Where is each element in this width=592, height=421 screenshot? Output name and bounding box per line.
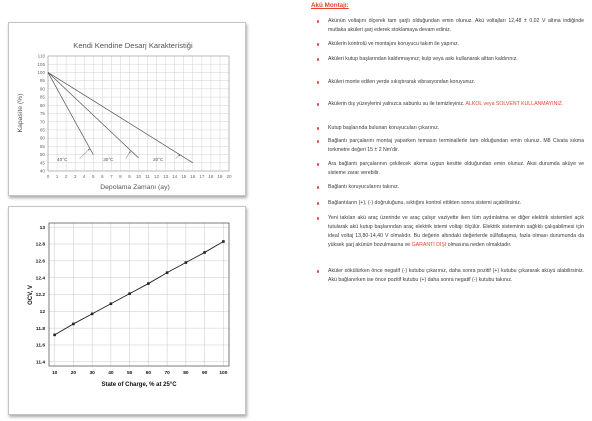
- item-text: Bağlantı parçalarını montaj yaparken temasın terminallerle tam olduğundan emin olunuz. M8 Civata sıkma torkmetre değeri 15 ± 2 Nm'dir.: [328, 138, 584, 153]
- x-tick-label: 50: [126, 371, 133, 376]
- x-tick-label: 7: [110, 174, 113, 179]
- y-tick-label: 100: [37, 70, 45, 76]
- data-point: [185, 261, 188, 264]
- list-item: [311, 137, 584, 155]
- list-item: [311, 214, 584, 250]
- y-tick-label: 50: [39, 152, 45, 158]
- x-tick-label: 11: [145, 174, 150, 179]
- x-tick-label: 80: [183, 371, 189, 376]
- x-tick-label: 100: [219, 371, 228, 376]
- annotation-arrow: [80, 149, 90, 159]
- y-tick-label: 90: [39, 86, 45, 92]
- y-tick-label: 110: [37, 53, 45, 59]
- grid-lines: [49, 223, 229, 366]
- series-label: 20°C: [152, 157, 164, 163]
- item-text: Yeni takılan akü araç üzerinde ve araç çalışır vaziyette iken tüm aydınlatma ve diğer elektrik sistemleri açık tutularak akü kutup başlarından araç elektrik istemi voltajı ölçülür. Elektrik sisteminin sağlıklı çalışabilmesi için ideal voltaj 13,80-14,40 V olmalıdır. Bu değerin altındaki değerlerde sülfatlaşma, fazla olması durumunda da yüksek şarj akünün bozulmasına ve: [328, 215, 584, 248]
- bullet-icon: [317, 163, 319, 165]
- data-point: [203, 251, 206, 254]
- bullet-icon: [317, 127, 319, 129]
- self-discharge-chart: [9, 23, 245, 195]
- x-tick-label: 10: [51, 371, 58, 376]
- list-item: [311, 267, 584, 285]
- ocv-chart-card: [8, 206, 246, 415]
- x-tick-label: 14: [172, 174, 178, 179]
- self-discharge-chart-card: [8, 22, 246, 196]
- warning-text: GARANTİ DIŞI: [411, 242, 447, 248]
- x-tick-label: 18: [208, 174, 214, 179]
- y-tick-label: 65: [39, 127, 45, 133]
- y-tick-label: 55: [39, 143, 45, 149]
- y-axis-label: OCV, V: [28, 285, 34, 305]
- x-tick-label: 13: [163, 174, 169, 179]
- x-tick-label: 12: [154, 174, 160, 179]
- warning-text: ALKOL veya SOLVENT KULLANMAYINIZ.: [465, 101, 564, 107]
- x-tick-label: 19: [217, 174, 223, 179]
- series-line: [55, 242, 224, 335]
- bullet-icon: [317, 217, 319, 219]
- x-tick-label: 5: [91, 174, 95, 179]
- x-tick-label: 90: [201, 371, 208, 376]
- item-text: Akülerin kontrolü ve montajını koruyucu takım ile yapınız.: [328, 41, 460, 47]
- item-text: Aküleri monte edilen yerde sıkıştırarak vibrasyondan koruyunuz.: [328, 79, 476, 85]
- data-point: [110, 302, 113, 305]
- x-axis-label: State of Charge, % at 25°C: [101, 382, 177, 388]
- x-tick-label: 15: [181, 174, 187, 179]
- assembly-section: [311, 0, 584, 300]
- data-point: [53, 334, 56, 337]
- x-tick-label: 4: [82, 174, 86, 179]
- item-text: Akünün voltajını ölçerek tam şarjlı olduğundan emin olunuz. Akü voltajları 12,48 ± 0,02 V altına indiğinde mutlaka aküleri şarj ederek stoklamaya devam ediniz.: [328, 18, 584, 33]
- ocv-chart: [9, 207, 245, 414]
- item-text: Bağlantı koruyucularını takınız.: [328, 184, 400, 190]
- data-point: [128, 292, 131, 295]
- item-text: Kutup başlarında bulunan koruyucuları çıkarınız.: [328, 125, 440, 131]
- item-text: Aküleri kutup başlarından kaldırmayınız; kulp veya askı kullanarak alttan kaldırınız.: [328, 56, 518, 62]
- x-tick-label: 0: [46, 174, 50, 179]
- list-item: [311, 78, 584, 87]
- x-tick-label: 30: [89, 371, 95, 376]
- item-text: Akülerin dış yüzeylerini yalnızca sabunlu su ile temizleyiniz.: [328, 101, 465, 107]
- series-label: 30°C: [103, 157, 114, 163]
- chart-title: Kendi Kendine Desarj Karakteristiği: [73, 41, 193, 50]
- x-tick-label: 20: [70, 371, 77, 376]
- grid-lines: [48, 56, 229, 171]
- y-tick-label: 11.4: [35, 360, 45, 366]
- y-tick-label: 11.8: [35, 326, 45, 332]
- x-tick-label: 9: [128, 174, 131, 179]
- bullet-icon: [317, 202, 319, 204]
- y-tick-label: 12.8: [35, 242, 45, 248]
- y-tick-label: 40: [39, 168, 45, 174]
- x-tick-label: 2: [64, 174, 68, 179]
- item-text: Aküler sökülürken önce negatif (-) kutubu çıkarınız, daha sonra pozitif (+) kutubu çıkararak aküyü alabilirsiniz. Akü bağlanırken ise önce pozitif kutubu (+) daha sonra negatif (-) kutubu takınız.: [328, 268, 584, 283]
- list-item: [311, 183, 584, 192]
- x-tick-label: 17: [199, 174, 205, 179]
- data-point: [91, 313, 94, 316]
- bullet-icon: [317, 270, 319, 272]
- x-axis-label: Depolama Zamanı (ay): [100, 184, 170, 191]
- list-item: [311, 55, 584, 64]
- y-tick-label: 75: [39, 111, 45, 117]
- x-tick-label: 70: [164, 371, 170, 376]
- x-tick-label: 6: [101, 174, 104, 179]
- data-point: [72, 323, 75, 326]
- series-label: 40°C: [57, 157, 68, 163]
- x-tick-label: 8: [119, 174, 122, 179]
- item-text: Bağlantıların (+), (-) doğruluğunu, sıktığını kontrol ettikten sonra sistemi açabilirsiniz.: [328, 200, 522, 206]
- y-tick-label: 60: [39, 135, 45, 141]
- list-item: [311, 160, 584, 178]
- y-tick-label: 11.6: [35, 343, 45, 349]
- section-heading: Akü Montajı:: [311, 2, 349, 9]
- data-point: [147, 282, 150, 285]
- y-tick-label: 45: [39, 160, 45, 166]
- y-tick-label: 105: [37, 61, 45, 67]
- bullet-icon: [317, 140, 319, 142]
- y-tick-label: 80: [39, 102, 45, 108]
- bullet-icon: [317, 81, 319, 83]
- list-item: [311, 17, 584, 35]
- bullet-icon: [317, 103, 319, 105]
- bullet-icon: [317, 58, 319, 60]
- item-text-continued: olmasına neden olmaktadır.: [447, 242, 512, 248]
- y-tick-label: 12.2: [35, 293, 45, 299]
- list-item: [311, 40, 584, 49]
- list-item: [311, 199, 584, 208]
- y-tick-label: 12: [39, 310, 45, 316]
- bullet-icon: [317, 43, 319, 45]
- item-text: Ara bağlantı parçalarının çekilecek akıma uygun kesitte olduğundan emin olunuz. Aksi durumda aküye ve sisteme zarar verebilir.: [328, 161, 584, 176]
- x-tick-label: 60: [145, 371, 152, 376]
- x-tick-label: 3: [73, 174, 77, 179]
- bullet-icon: [317, 20, 319, 22]
- y-tick-label: 13: [39, 225, 45, 231]
- annotation-arrow: [176, 155, 181, 159]
- y-tick-label: 12.4: [35, 276, 45, 282]
- y-tick-label: 12.6: [35, 259, 45, 265]
- x-tick-label: 1: [55, 174, 59, 179]
- list-item: [311, 100, 584, 109]
- y-tick-label: 70: [39, 119, 45, 125]
- list-item: [311, 124, 584, 133]
- bullet-icon: [317, 186, 319, 188]
- data-point: [222, 240, 225, 243]
- x-tick-label: 40: [108, 371, 114, 376]
- x-tick-label: 20: [226, 174, 232, 179]
- y-axis-label: Kapasite (%): [17, 93, 24, 133]
- y-tick-label: 85: [39, 94, 45, 100]
- y-tick-label: 95: [39, 78, 45, 84]
- x-tick-label: 10: [135, 174, 142, 179]
- x-tick-label: 16: [190, 174, 196, 179]
- data-point: [166, 271, 169, 274]
